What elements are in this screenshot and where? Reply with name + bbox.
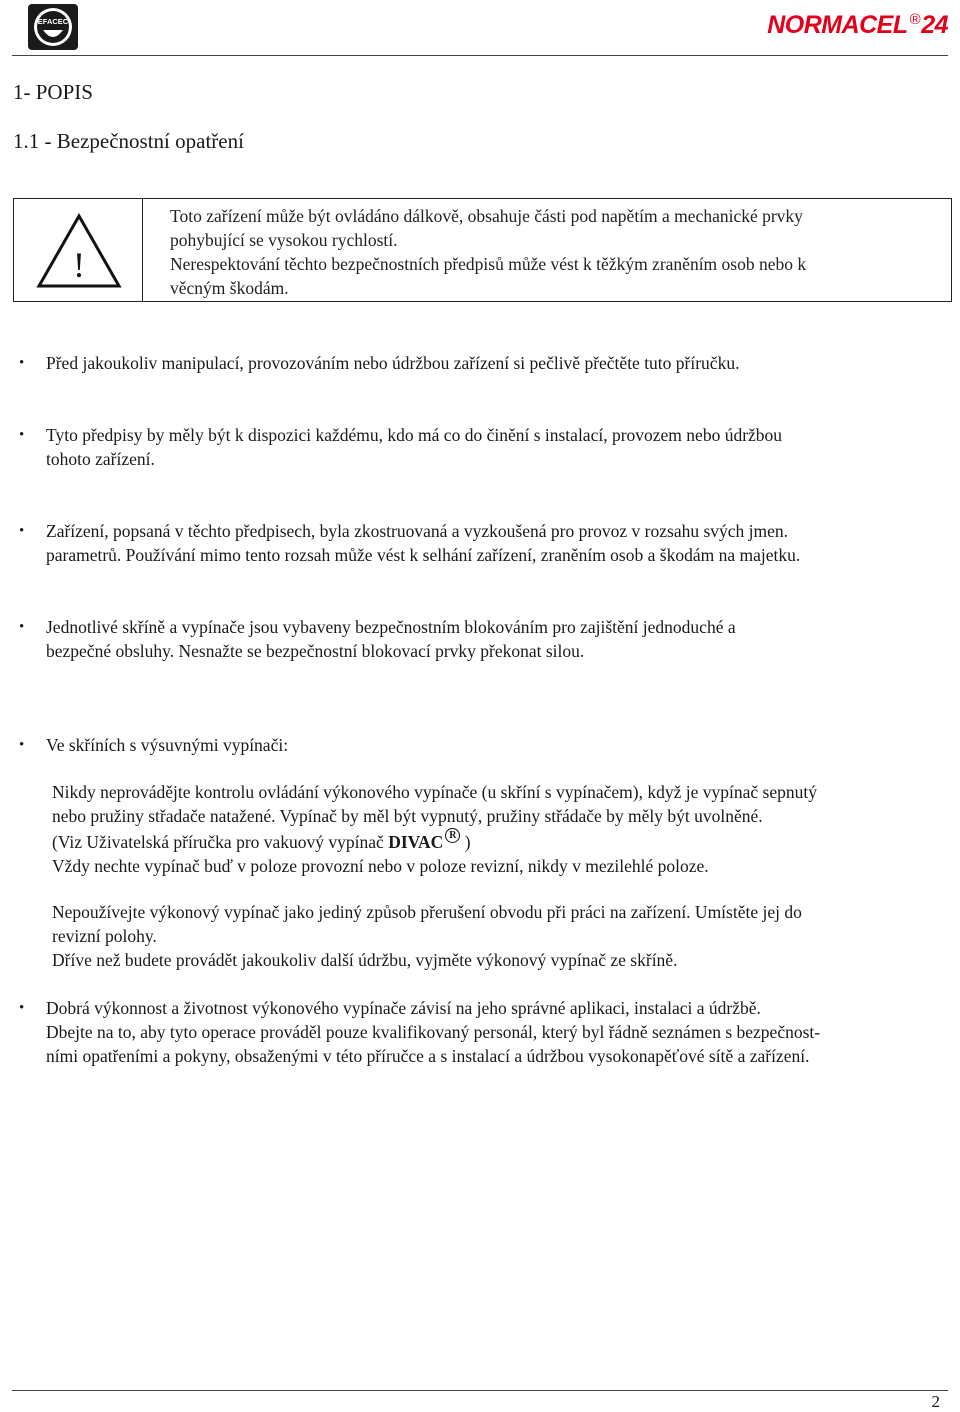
logo-text: EFACEC	[37, 17, 69, 26]
warning-line: Toto zařízení může být ovládáno dálkově, obsahuje části pod napětím a mechanické prvky	[170, 206, 803, 226]
drawout-paragraph	[52, 900, 952, 972]
page-number: 2	[931, 1392, 940, 1411]
bullet-text	[46, 423, 951, 471]
bullet-line: ními opatřeními a pokyny, obsaženými v této příručce a s instalací a údržbou vysokonapěťové sítě a zařízení.	[46, 1046, 810, 1066]
bullet-line: tohoto zařízení.	[46, 449, 155, 469]
bullet-dot: •	[19, 1000, 25, 1016]
warning-symbol: !	[73, 245, 85, 285]
paragraph-line: Vždy nechte vypínač buď v poloze provozní nebo v poloze revizní, nikdy v mezilehlé poloze.	[52, 856, 709, 876]
bullet-line: Dobrá výkonnost a životnost výkonového vypínače závisí na jeho správné aplikaci, instalaci a údržbě.	[46, 998, 761, 1018]
footer-divider	[12, 1390, 948, 1391]
paragraph-line: nebo pružiny střadače natažené. Vypínač by měl být vypnutý, pružiny střádače by měly být uvolněné.	[52, 806, 763, 826]
warning-line: pohybující se vysokou rychlostí.	[170, 230, 398, 250]
bullet-text	[46, 351, 951, 375]
brand-registered: ®	[909, 11, 921, 28]
divac-reference-close: )	[460, 832, 471, 852]
section-title: 1- POPIS	[13, 80, 93, 104]
paragraph-line	[52, 828, 952, 854]
bullet-line: Dbejte na to, aby tyto operace prováděl pouze kvalifikovaný personál, který byl řádně seznámen s bezpečnost-	[46, 1022, 821, 1042]
bullet-line: Tyto předpisy by měly být k dispozici každému, kdo má co do činění s instalací, provozem nebo údržbou	[46, 425, 783, 445]
product-brand	[767, 11, 948, 40]
bullet-line: bezpečné obsluhy. Nesnažte se bezpečnostní blokovací prvky překonat silou.	[46, 641, 585, 661]
bullet-dot: •	[19, 619, 25, 635]
warning-line: Nerespektování těchto bezpečnostních předpisů může vést k těžkým zraněním osob nebo k	[170, 254, 807, 274]
header-divider	[12, 55, 948, 56]
bullet-line: Zařízení, popsaná v těchto předpisech, byla zkostruovaná a vyzkoušená pro provoz v rozsahu svých jmen.	[46, 521, 789, 541]
efacec-logo	[28, 4, 78, 50]
brand-name: NORMACEL	[767, 11, 908, 39]
warning-box	[13, 198, 952, 302]
paragraph-line: Nikdy neprovádějte kontrolu ovládání výkonového vypínače (u skříní s vypínačem), když je vypínač sepnutý	[52, 782, 817, 802]
paragraph-line: revizní polohy.	[52, 926, 157, 946]
divac-reference-text: (Viz Uživatelská příručka pro vakuový vypínač	[52, 832, 389, 852]
warning-divider	[142, 199, 143, 301]
bullet-dot: •	[19, 355, 25, 371]
warning-line: věcným škodám.	[170, 278, 289, 298]
drawout-paragraph	[52, 780, 952, 878]
bullet-line: Ve skříních s výsuvnými vypínači:	[46, 735, 289, 755]
bullet-text	[46, 733, 951, 757]
bullet-dot: •	[19, 427, 25, 443]
bullet-text	[46, 519, 951, 567]
paragraph-line: Dříve než budete provádět jakoukoliv další údržbu, vyjměte výkonový vypínač ze skříně.	[52, 950, 678, 970]
warning-text	[170, 204, 940, 300]
bullet-text	[46, 996, 951, 1068]
divac-brand: DIVAC	[388, 832, 444, 852]
registered-mark: R	[445, 828, 460, 843]
brand-number: 24	[921, 11, 948, 39]
bullet-text	[46, 615, 951, 663]
bullet-line: Jednotlivé skříně a vypínače jsou vybaveny bezpečnostním blokováním pro zajištění jednoduché a	[46, 617, 736, 637]
bullet-dot: •	[19, 523, 25, 539]
warning-triangle-icon	[36, 213, 122, 289]
bullet-line: parametrů. Používání mimo tento rozsah může vést k selhání zařízení, zraněním osob a škodám na majetku.	[46, 545, 801, 565]
bullet-line: Před jakoukoliv manipulací, provozováním nebo údržbou zařízení si pečlivě přečtěte tuto příručku.	[46, 353, 740, 373]
paragraph-line: Nepoužívejte výkonový vypínač jako jediný způsob přerušení obvodu při práci na zařízení. Umístěte jej do	[52, 902, 802, 922]
bullet-dot: •	[19, 737, 25, 753]
section-subtitle: 1.1 - Bezpečnostní opatření	[13, 129, 244, 153]
